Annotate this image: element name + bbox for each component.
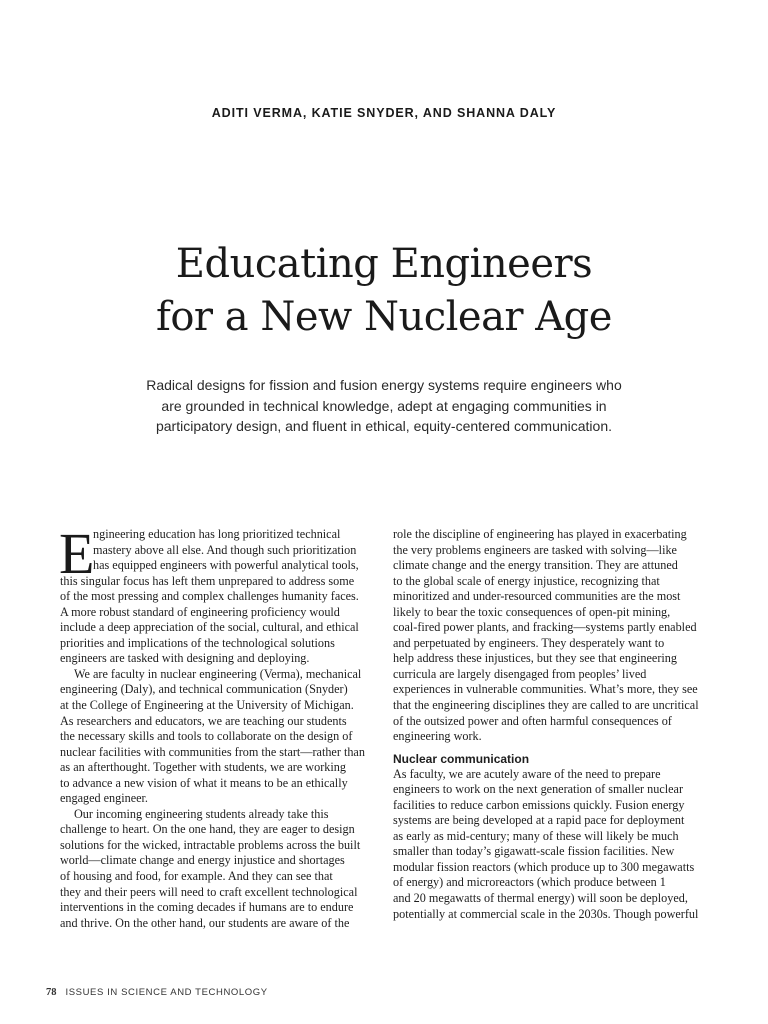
drop-cap: E [59,521,95,586]
body-line: priorities and implications of the technological solutions [60,635,335,650]
dek-line: Radical designs for fission and fusion energy systems require engineers who [146,377,622,393]
body-line: coal-fired power plants, and fracking—systems partly enabled [393,620,697,635]
body-line: and perpetuated by engineers. They desperately want to [393,635,665,650]
body-line: engineers are tasked with designing and deploying. [60,651,310,666]
body-column-left [59,521,372,931]
body-line: As researchers and educators, we are teaching our students [60,713,347,728]
body-line: curricula are largely disengaged from peoples’ lived [393,666,647,681]
body-line: the very problems engineers are tasked with solving—like [393,542,677,557]
body-line: engineering (Daly), and technical communication (Snyder) [60,682,348,697]
body-line: as early as mid-century; many of these will likely be much [393,828,679,843]
body-line: they and their peers will need to craft excellent technological [60,884,358,899]
body-line: solutions for the wicked, intractable problems across the built [60,837,361,852]
article-title [0,238,768,344]
article-dek [124,375,644,437]
body-line: As faculty, we are acutely aware of the need to prepare [393,766,661,781]
body-line: the necessary skills and tools to collaborate on the design of [60,729,353,744]
section-subhead: Nuclear communication [393,751,530,766]
body-line: climate change and the energy transition. They are attuned [393,558,678,573]
body-line: has equipped engineers with powerful analytical tools, [93,558,359,573]
body-line: A more robust standard of engineering proficiency would [60,604,340,619]
title-line: for a New Nuclear Age [156,294,612,340]
body-line: and thrive. On the other hand, our students are aware of the [60,915,350,930]
body-line: to advance a new vision of what it means to be an ethically [60,775,348,790]
body-line: this singular focus has left them unprepared to address some [60,573,355,588]
body-line: systems are being developed at a rapid pace for deployment [393,813,685,828]
body-line: include a deep appreciation of the social, cultural, and ethical [60,620,359,635]
body-line: nuclear facilities with communities from the start—rather than [60,744,365,759]
body-line: ngineering education has long prioritized technical [93,527,341,541]
body-line: interventions in the coming decades if humans are to endure [60,900,354,915]
body-line: help address these injustices, but they see that engineering [393,651,677,666]
body-line: potentially at commercial scale in the 2030s. Though powerful [393,906,699,921]
dek-line: participatory design, and fluent in ethical, equity-centered communication. [155,418,613,434]
body-line: to the global scale of energy injustice, recognizing that [393,573,660,588]
body-line: experiences in vulnerable communities. What’s more, they see [393,682,698,697]
body-line: challenge to heart. On the one hand, they are eager to design [60,822,355,837]
body-line: that the engineering disciplines they are called to are uncritical [393,698,699,713]
body-column-right [393,527,711,922]
body-line: of energy) and microreactors (which produce between 1 [393,875,666,890]
body-line: We are faculty in nuclear engineering (Verma), mechanical [74,666,362,681]
body-line: facilities to reduce carbon emissions quickly. Fusion energy [393,797,685,812]
body-line: at the College of Engineering at the University of Michigan. [60,698,354,713]
dek-line: are grounded in technical knowledge, adept at engaging communities in [161,397,607,414]
body-line: world—climate change and energy injustice and shortages [60,853,345,868]
body-line: modular fission reactors (which produce up to 300 megawatts [393,859,695,874]
body-line: engaged engineer. [60,791,148,806]
title-line: Educating Engineers [175,241,593,287]
body-line: minoritized and under-resourced communities are the most [393,589,681,604]
author-byline: ADITI VERMA, KATIE SNYDER, AND SHANNA DALY [211,106,557,120]
page-number: 78 [46,987,57,998]
body-line: of housing and food, for example. And they can see that [60,869,333,884]
body-line: Our incoming engineering students already take this [74,806,329,821]
body-line: as an afterthought. Together with students, we are working [60,760,346,775]
body-line: engineering work. [393,729,482,744]
body-line: of the most pressing and complex challenges humanity faces. [60,589,359,604]
publication-name: ISSUES IN SCIENCE AND TECHNOLOGY [65,987,268,998]
body-line: role the discipline of engineering has played in exacerbating [393,527,687,541]
body-line: mastery above all else. And though such prioritization [93,542,357,557]
body-line: engineers to work on the next generation of smaller nuclear [393,782,684,797]
body-line: of the outsized power and often harmful consequences of [393,713,672,728]
body-line: likely to bear the toxic consequences of open-pit mining, [393,604,671,619]
page-footer [46,987,268,998]
body-line: smaller than today’s gigawatt-scale fission facilities. New [393,844,675,859]
body-line: and 20 megawatts of thermal energy) will soon be deployed, [393,891,688,906]
